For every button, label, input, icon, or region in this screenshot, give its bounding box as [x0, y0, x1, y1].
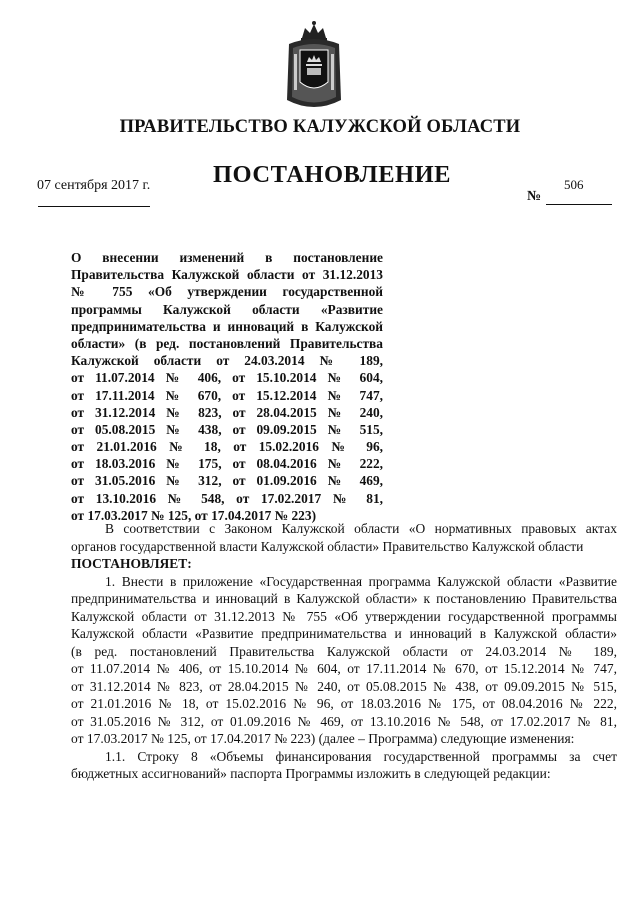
subject-line: О внесении изменений в постановление [71, 250, 383, 265]
organization-title: ПРАВИТЕЛЬСТВО КАЛУЖСКОЙ ОБЛАСТИ [119, 117, 521, 137]
subject-line: от 18.03.2016 № 175, от 08.04.2016 № 222, [71, 456, 383, 472]
document-type-title: ПОСТАНОВЛЕНИЕ [213, 161, 451, 188]
subject-line: № 755 «Об утверждении государственной [71, 284, 383, 300]
item1-line: Калужской области «Развитие предпринимательства и инноваций в Калужской области» [71, 626, 617, 641]
number-sign: № [527, 189, 542, 204]
coat-of-arms-emblem [285, 20, 343, 114]
preamble-line: органов государственной власти Калужской области» Правительство Калужской области [71, 538, 584, 554]
item1-line: от 31.12.2014 № 823, от 28.04.2015 № 240, от 05.08.2015 № 438, от 09.09.2015 № 515, [71, 678, 617, 694]
item1-line: 1. Внести в приложение «Государственная программа Калужской области «Развитие [105, 573, 617, 589]
item1-line: от 21.01.2016 № 18, от 15.02.2016 № 96, от 18.03.2016 № 175, от 08.04.2016 № 222, [71, 696, 617, 711]
item1-line: Калужской области от 31.12.2013 № 755 «Об утверждении государственной программы [71, 608, 617, 624]
subject-line: от 31.12.2014 № 823, от 28.04.2015 № 240, [71, 404, 383, 420]
item11-line: бюджетных ассигнований» паспорта Программы изложить в следующей редакции: [71, 766, 551, 781]
subject-line: Калужской области от 24.03.2014 № 189, [71, 353, 383, 369]
subject-line: программы Калужской области «Развитие [71, 301, 383, 317]
document-number: 506 [564, 177, 584, 192]
item1-line: (в ред. постановлений Правительства Калужской области от 24.03.2014 № 189, [71, 643, 617, 659]
item1-line: от 31.05.2016 № 312, от 01.09.2016 № 469, от 13.10.2016 № 548, от 17.02.2017 № 81, [71, 713, 617, 729]
item1-line: от 11.07.2014 № 406, от 15.10.2014 № 604, от 17.11.2014 № 670, от 15.12.2014 № 747, [71, 661, 617, 676]
preamble-line: В соответствии с Законом Калужской области «О нормативных правовых актах [105, 521, 617, 536]
number-underline [546, 204, 612, 205]
date-underline [38, 206, 150, 207]
subject-line: предпринимательства и инноваций в Калужской [71, 318, 383, 334]
item1-line: предпринимательства и инноваций в Калужской области» к постановлению Правительства [71, 591, 617, 606]
subject-line: Правительства Калужской области от 31.12.2013 [71, 267, 383, 283]
subject-line: от 13.10.2016 № 548, от 17.02.2017 № 81, [71, 490, 383, 506]
item1-line: от 17.03.2017 № 125, от 17.04.2017 № 223) (далее – Программа) следующие изменения: [71, 731, 575, 746]
document-subject [71, 249, 383, 524]
subject-line: от 21.01.2016 № 18, от 15.02.2016 № 96, [71, 439, 383, 455]
subject-line: от 11.07.2014 № 406, от 15.10.2014 № 604, [71, 370, 383, 386]
document-date: 07 сентября 2017 г. [37, 178, 151, 193]
item11-line: 1.1. Строку 8 «Объемы финансирования государственной программы за счет [105, 748, 617, 764]
subject-line: от 17.03.2017 № 125, от 17.04.2017 № 223) [71, 507, 317, 523]
subject-line: от 31.05.2016 № 312, от 01.09.2016 № 469, [71, 473, 383, 489]
subject-line: от 17.11.2014 № 670, от 15.12.2014 № 747, [71, 387, 383, 403]
subject-line: от 05.08.2015 № 438, от 09.09.2015 № 515, [71, 421, 383, 437]
subject-line: области» (в ред. постановлений Правительства [71, 335, 383, 351]
document-body [71, 520, 617, 783]
resolves-heading: ПОСТАНОВЛЯЕТ: [71, 556, 192, 571]
